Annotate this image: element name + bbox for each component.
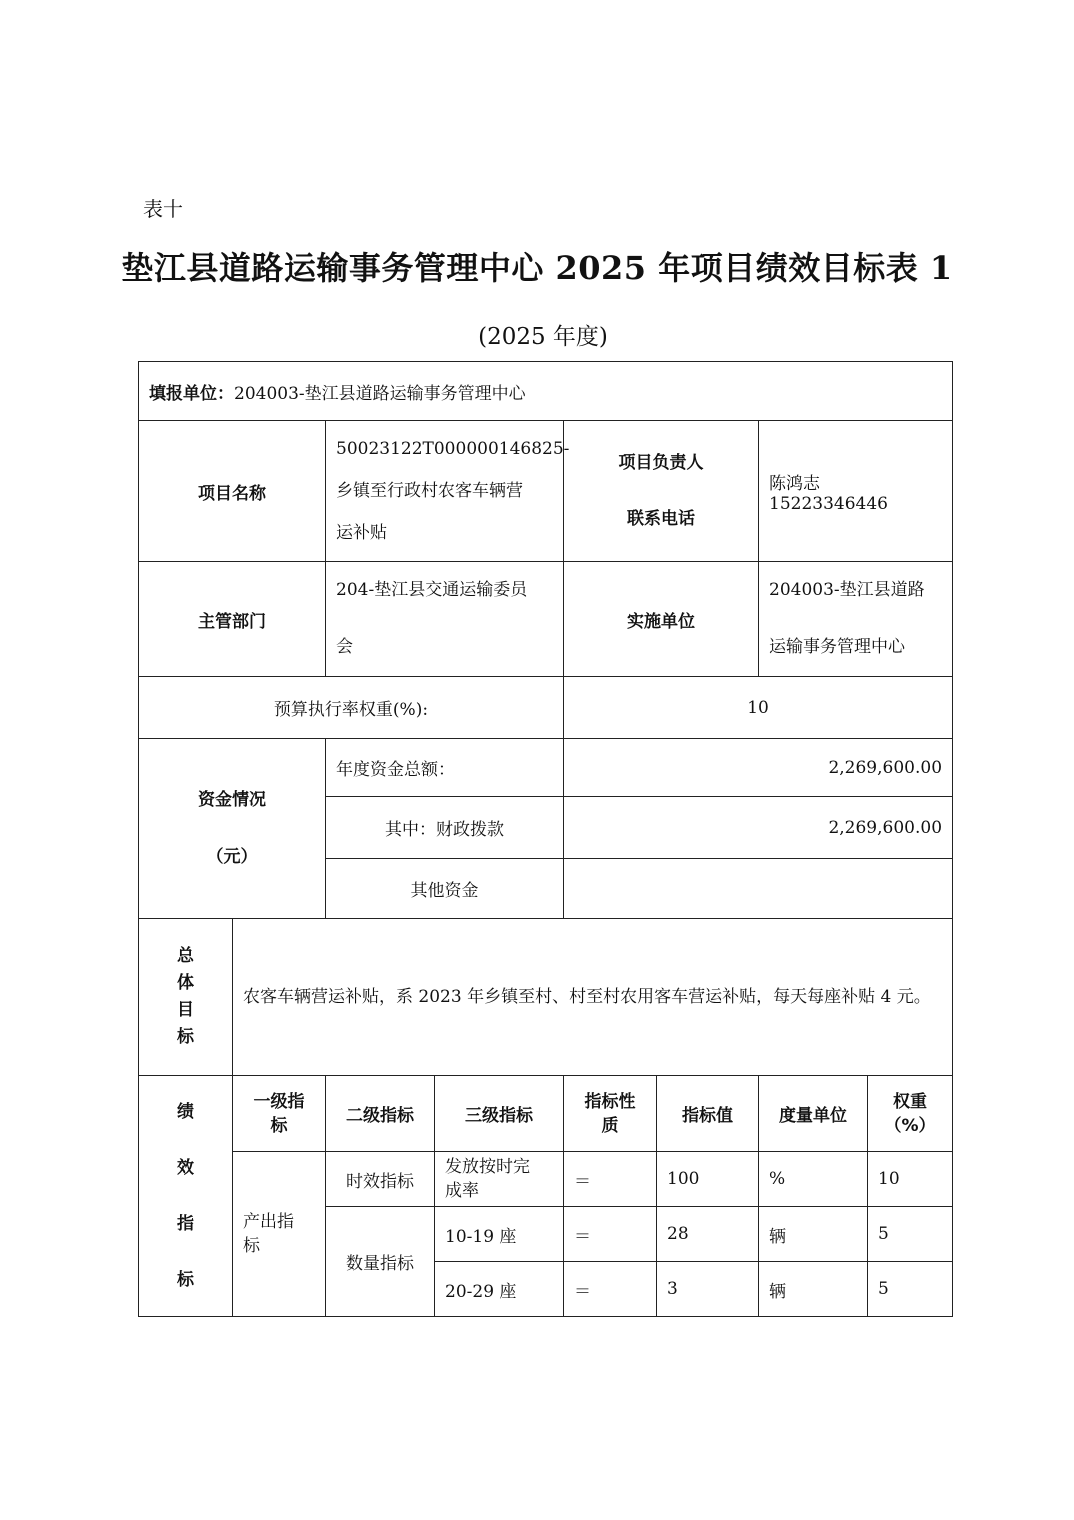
implementer-value <box>759 562 953 677</box>
overall-goal-row <box>139 919 953 1076</box>
page-subtitle: (2025 年度) <box>478 324 608 350</box>
performance-target-table <box>138 361 953 1317</box>
nature-cell: ＝ <box>564 1262 657 1317</box>
level3-line: 发放按时完 <box>445 1157 530 1177</box>
performance-label <box>139 1076 233 1317</box>
level1-line: 产出指 <box>243 1212 294 1232</box>
project-name-value <box>326 421 570 562</box>
performance-header-row <box>139 1076 953 1152</box>
performance-label-char: 效 <box>177 1158 194 1178</box>
supervisor-value <box>326 562 564 677</box>
overall-goal-label-char: 标 <box>177 1027 194 1047</box>
overall-goal-label-char: 目 <box>177 1000 194 1020</box>
implementer-line: 运输事务管理中心 <box>769 637 905 657</box>
funds-label-line: 资金情况 <box>198 789 266 810</box>
table-row <box>139 1152 953 1207</box>
level3-cell: 20-29 座 <box>435 1262 564 1317</box>
overall-goal-label-char: 体 <box>177 973 194 993</box>
implementer-label: 实施单位 <box>564 562 759 677</box>
page-title: 垫江县道路运输事务管理中心 2025 年项目绩效目标表 1 <box>121 249 953 287</box>
nature-cell: ＝ <box>564 1152 657 1207</box>
budget-weight-row <box>139 677 953 739</box>
overall-goal-label-char: 总 <box>177 946 194 966</box>
supervisor-line: 会 <box>336 637 353 657</box>
department-row <box>139 562 953 677</box>
header-weight <box>868 1076 953 1152</box>
funds-fiscal-label: 其中：财政拨款 <box>326 797 564 859</box>
header-nature <box>564 1076 657 1152</box>
header-nature-line: 指标性 <box>584 1091 636 1112</box>
value-cell: 3 <box>657 1262 759 1317</box>
project-leader-value: 陈鸿志 15223346446 <box>759 421 953 562</box>
level2-cell: 时效指标 <box>326 1152 435 1207</box>
weight-cell: 10 <box>868 1152 953 1207</box>
header-level3: 三级指标 <box>435 1076 564 1152</box>
supervisor-label: 主管部门 <box>139 562 326 677</box>
weight-cell: 5 <box>868 1262 953 1317</box>
reporting-unit-label: 填报单位： <box>149 383 234 404</box>
project-name-line: 乡镇至行政村农客车辆营 <box>336 481 523 501</box>
value-cell: 100 <box>657 1152 759 1207</box>
unit-cell: % <box>759 1152 868 1207</box>
weight-cell: 5 <box>868 1207 953 1262</box>
project-name-label: 项目名称 <box>139 421 326 562</box>
unit-cell: 辆 <box>759 1207 868 1262</box>
header-unit: 度量单位 <box>759 1076 868 1152</box>
level1-line: 标 <box>243 1236 260 1256</box>
funds-other-value <box>564 859 953 919</box>
project-leader-label-line: 联系电话 <box>627 509 695 529</box>
project-name-line: 50023122T000000146825- <box>336 439 570 459</box>
level1-cell <box>233 1152 326 1317</box>
budget-weight-value: 10 <box>564 677 953 739</box>
project-leader-label-line: 项目负责人 <box>618 453 704 473</box>
header-weight-line: （%） <box>884 1115 936 1136</box>
funds-row <box>139 739 953 797</box>
level3-cell: 10-19 座 <box>435 1207 564 1262</box>
header-weight-line: 权重 <box>893 1091 927 1112</box>
reporting-unit-value: 204003-垫江县道路运输事务管理中心 <box>234 383 526 404</box>
level3-cell <box>435 1152 564 1207</box>
funds-label-line: （元） <box>206 846 258 867</box>
overall-goal-text: 农客车辆营运补贴，系 2023 年乡镇至村、村至村农用客车营运补贴，每天每座补贴 4 元。 <box>233 919 953 1076</box>
performance-label-char: 指 <box>177 1214 194 1234</box>
funds-label <box>139 739 326 919</box>
funds-fiscal-value: 2,269,600.00 <box>564 797 953 859</box>
nature-cell: ＝ <box>564 1207 657 1262</box>
level2-cell: 数量指标 <box>326 1207 435 1317</box>
header-nature-line: 质 <box>601 1115 619 1136</box>
header-level1-line: 一级指 <box>253 1091 305 1112</box>
project-name-line: 运补贴 <box>336 523 387 543</box>
header-level1-line: 标 <box>270 1115 288 1136</box>
project-row <box>139 421 953 562</box>
performance-label-char: 标 <box>177 1270 194 1290</box>
overall-goal-label <box>139 919 233 1076</box>
unit-cell: 辆 <box>759 1262 868 1317</box>
supervisor-line: 204-垫江县交通运输委员 <box>336 580 528 600</box>
project-leader-label <box>564 421 759 562</box>
funds-total-label: 年度资金总额： <box>326 739 564 797</box>
budget-weight-label: 预算执行率权重(%): <box>139 677 564 739</box>
header-level2: 二级指标 <box>326 1076 435 1152</box>
reporting-unit-row <box>139 362 953 421</box>
funds-other-label: 其他资金 <box>326 859 564 919</box>
level3-line: 成率 <box>445 1181 479 1201</box>
implementer-line: 204003-垫江县道路 <box>769 580 925 600</box>
header-level1 <box>233 1076 326 1152</box>
header-value: 指标值 <box>657 1076 759 1152</box>
funds-total-value: 2,269,600.00 <box>564 739 953 797</box>
performance-label-char: 绩 <box>177 1102 194 1122</box>
value-cell: 28 <box>657 1207 759 1262</box>
document-label: 表十 <box>143 197 183 221</box>
